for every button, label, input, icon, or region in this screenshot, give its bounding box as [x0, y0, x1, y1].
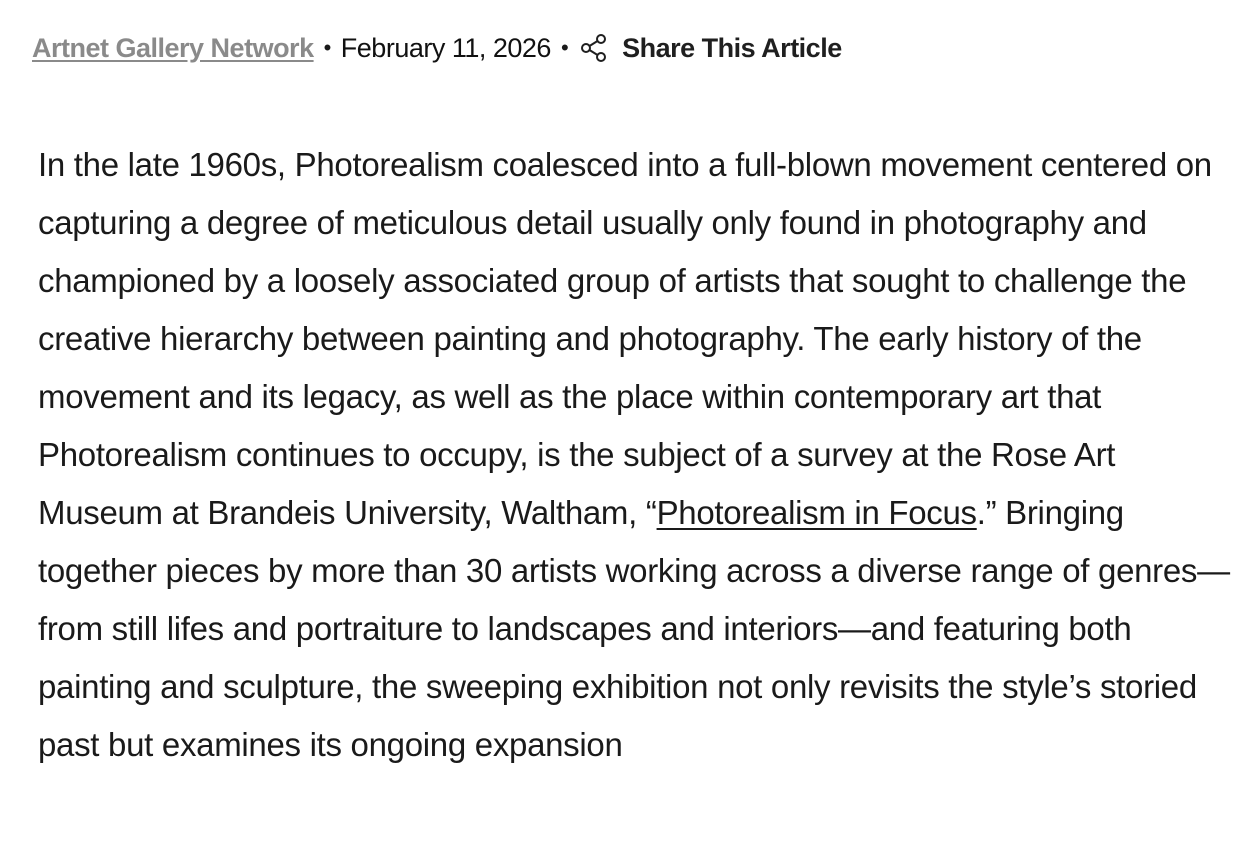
source-link[interactable]: Artnet Gallery Network	[32, 32, 314, 63]
exhibition-link[interactable]: Photorealism in Focus	[656, 494, 977, 531]
article-text-before-link: In the late 1960s, Photorealism coalesced into a full-blown movement centered on capturing a degree of meticulous detail usually only found in photography and championed by a loosely associated group of artists that sought to challenge the creative hierarchy between painting and photography. The early history of the movement and its legacy, as well as the place within contemporary art that Photorealism continues to occupy, is the subject of a survey at the Rose Art Museum at Brandeis University, Waltham, “	[38, 146, 1212, 531]
share-icon	[578, 31, 612, 65]
article-byline	[32, 28, 842, 68]
share-label: Share This Article	[622, 32, 842, 63]
byline-separator: •	[323, 35, 331, 60]
article-text-after-link: .” Bringing together pieces by more than 30 artists working across a diverse range of genres—from still lifes and portraiture to landscapes and interiors—and featuring both painting and sculpture, the sweeping exhibition not only revisits the style’s storied past but examines its ongoing expansion	[38, 494, 1230, 763]
publish-date: February 11, 2026	[340, 32, 551, 63]
share-article-button[interactable]	[578, 31, 842, 65]
article-paragraph	[38, 136, 1238, 774]
byline-separator: •	[560, 35, 569, 60]
